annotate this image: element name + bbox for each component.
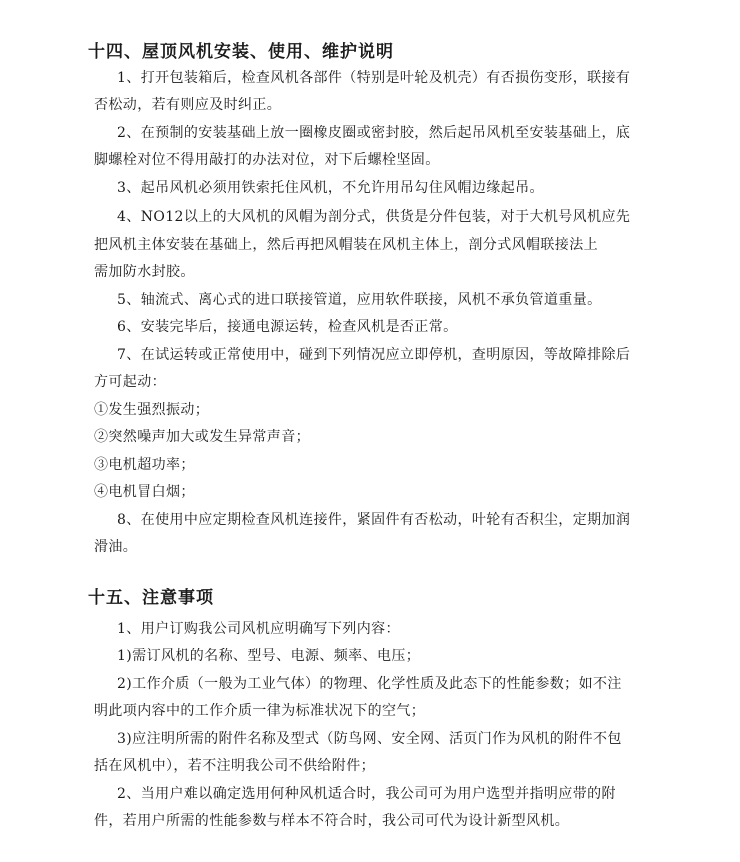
s15-line-4: 明此项内容中的工作介质一律为标准状况下的空气；	[94, 703, 426, 719]
s14-line-13: ①发生强烈振动；	[94, 402, 210, 418]
s15-line-2: 1)需订风机的名称、型号、电源、频率、电压；	[117, 648, 421, 664]
s14-line-4: 脚螺栓对位不得用敲打的办法对位，对下后螺栓坚固。	[94, 152, 440, 168]
s15-line-6: 括在风机中），若不注明我公司不供给附件；	[94, 758, 375, 774]
s15-line-3: 2)工作介质（一般为工业气体）的物理、化学性质及此态下的性能参数；如不注	[117, 676, 622, 692]
s14-line-7: 把风机主体安装在基础上，然后再把风帽装在风机主体上，剖分式风帽联接法上	[94, 237, 598, 253]
s14-line-18: 滑油。	[94, 539, 138, 555]
s14-line-10: 6、安装完毕后，接通电源运转，检查风机是否正常。	[117, 319, 458, 335]
s14-line-17: 8、在使用中应定期检查风机连接件，紧固件有否松动，叶轮有否积尘，定期加润	[117, 512, 631, 528]
s15-line-8: 件，若用户所需的性能参数与样本不符合时，我公司可代为设计新型风机。	[94, 813, 570, 829]
s15-line-1: 1、用户订购我公司风机应明确写下列内容：	[117, 621, 400, 637]
s15-line-7: 2、当用户难以确定选用何种风机适合时，我公司可为用户选型并指明应带的附	[117, 786, 616, 802]
section-15-heading: 十五、注意事项	[88, 588, 214, 608]
s14-line-15: ③电机超功率；	[94, 457, 195, 473]
s15-line-5: 3)应注明所需的附件名称及型式（防鸟网、安全网、活页门作为风机的附件不包	[117, 731, 622, 747]
s14-line-6: 4、NO12以上的大风机的风帽为剖分式，供货是分件包装，对于大机号风机应先	[117, 209, 631, 225]
s14-line-8: 需加防水封胶。	[94, 264, 195, 280]
s14-line-11: 7、在试运转或正常使用中，碰到下列情况应立即停机，查明原因，等故障排除后	[117, 347, 631, 363]
s14-line-9: 5、轴流式、离心式的进口联接管道，应用软件联接，风机不承负管道重量。	[117, 292, 602, 308]
s14-line-5: 3、起吊风机必须用铁索托住风机，不允许用吊勾住风帽边缘起吊。	[117, 180, 544, 196]
section-14-heading: 十四、屋顶风机安装、使用、维护说明	[88, 42, 394, 62]
s14-line-16: ④电机冒白烟；	[94, 484, 195, 500]
s14-line-3: 2、在预制的安装基础上放一圈橡皮圈或密封胶，然后起吊风机至安装基础上，底	[117, 125, 631, 141]
s14-line-12: 方可起动：	[94, 374, 166, 390]
s14-line-1: 1、打开包装箱后，检查风机各部件（特别是叶轮及机壳）有否损伤变形，联接有	[117, 70, 631, 86]
s14-line-2: 否松动，若有则应及时纠正。	[94, 97, 282, 113]
s14-line-14: ②突然噪声加大或发生异常声音；	[94, 429, 310, 445]
